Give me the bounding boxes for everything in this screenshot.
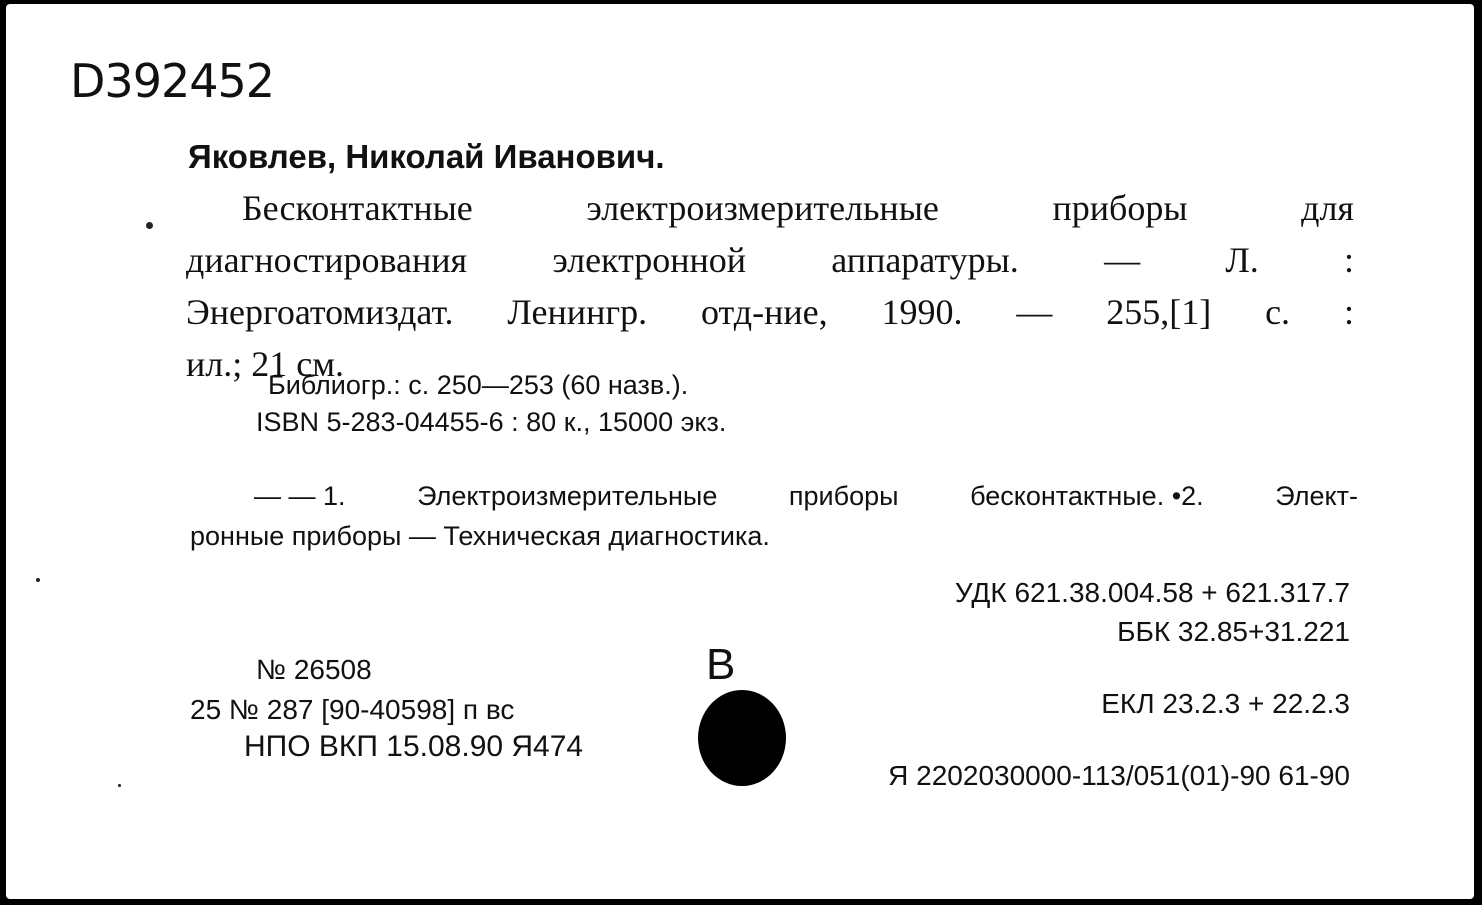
- subject-word: приборы: [788, 481, 899, 511]
- bibliography-note: Библиогр.: с. 250—253 (60 назв.).: [268, 370, 689, 400]
- title-word: ил.; 21 см.: [186, 344, 344, 384]
- title-word: для: [1301, 188, 1354, 228]
- subject-word: Электроизмерительные: [417, 481, 718, 511]
- title-word: :: [1343, 240, 1354, 280]
- author-name: Яковлев, Николай Иванович.: [188, 138, 665, 175]
- ink-speck: [146, 222, 153, 229]
- isbn-line: ISBN 5-283-04455-6 : 80 к., 15000 экз.: [256, 407, 727, 437]
- title-word: 255,[1]: [1106, 292, 1212, 332]
- title-word: отд-ние,: [700, 292, 828, 332]
- title-line: [186, 182, 1354, 234]
- subject-headings: [190, 476, 1358, 556]
- bbk-code: ББК 32.85+31.221: [1117, 616, 1350, 647]
- title-word: электронной: [552, 240, 747, 280]
- title-word: аппаратуры.: [831, 240, 1019, 280]
- title-line: [186, 234, 1354, 286]
- title-word: Ленингр.: [507, 292, 648, 332]
- mark-letter: В: [706, 640, 736, 689]
- ekl-code: ЕКЛ 23.2.3 + 22.2.3: [1101, 688, 1350, 719]
- subject-word: Элект-: [1275, 481, 1358, 511]
- order-number: № 26508: [256, 654, 372, 685]
- title-word: —: [1104, 240, 1141, 280]
- title-word: электроизмерительные: [586, 188, 939, 228]
- ink-speck: [118, 784, 121, 787]
- title-word: —: [1016, 292, 1053, 332]
- subject-word: бесконтактные. •2.: [970, 481, 1204, 511]
- print-number: 25 № 287 [90-40598] п вс: [190, 694, 515, 725]
- title-block: [186, 182, 1354, 390]
- title-word: диагностирования: [186, 240, 468, 280]
- subject-line: [190, 476, 1358, 516]
- title-line: [186, 286, 1354, 338]
- ya-code: Я 2202030000-113/051(01)-90 61-90: [888, 760, 1350, 791]
- title-word: Энергоатомиздат.: [186, 292, 454, 332]
- subject-line: ронные приборы — Техническая диагностика.: [190, 521, 770, 551]
- subject-word: — — 1.: [254, 481, 346, 511]
- udk-code: УДК 621.38.004.58 + 621.317.7: [954, 577, 1350, 608]
- catalog-card: [6, 4, 1474, 899]
- title-word: Л.: [1225, 240, 1259, 280]
- title-word: :: [1343, 292, 1354, 332]
- card-number: D392452: [70, 54, 275, 108]
- title-word: приборы: [1052, 188, 1188, 228]
- title-word: с.: [1265, 292, 1291, 332]
- publisher-code: НПО ВКП 15.08.90 Я474: [244, 730, 584, 763]
- title-word: 1990.: [881, 292, 963, 332]
- title-word: Бесконтактные: [242, 188, 473, 228]
- black-dot-mark: [698, 690, 786, 786]
- ink-speck: [36, 578, 40, 582]
